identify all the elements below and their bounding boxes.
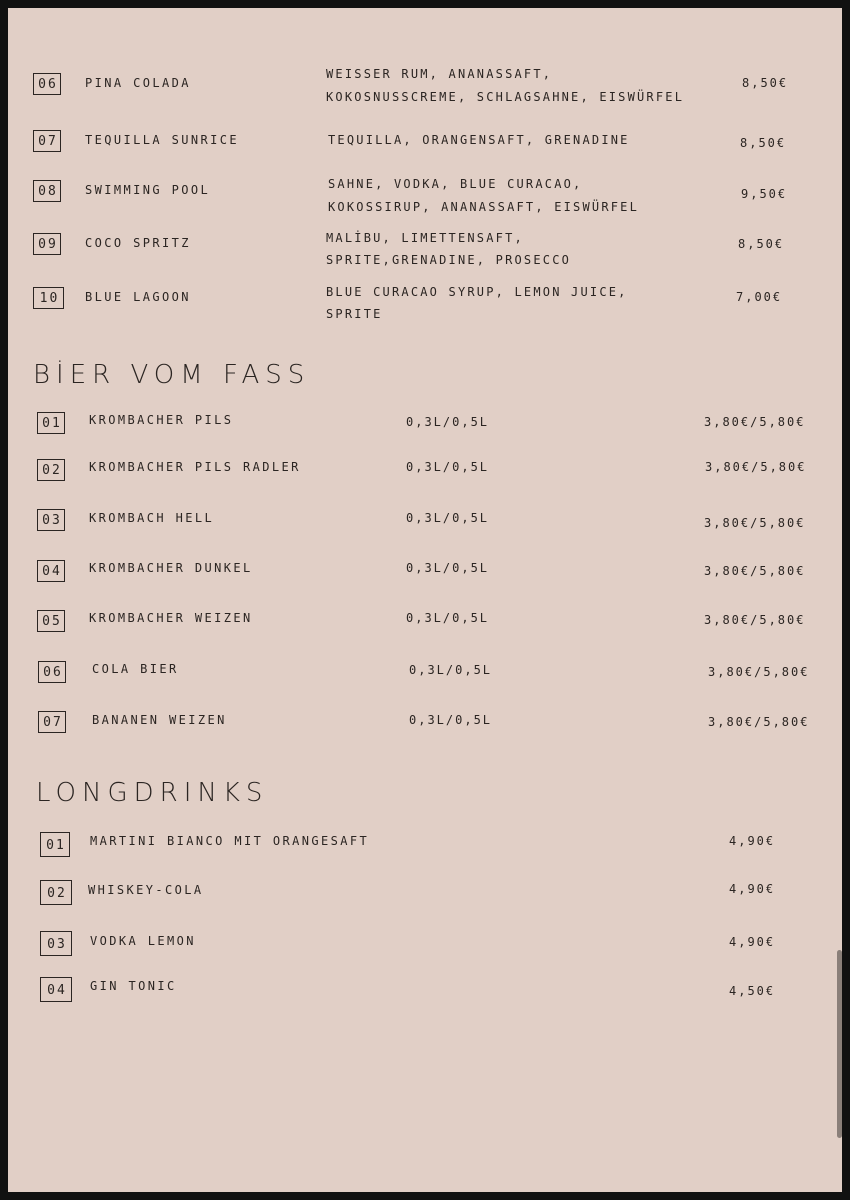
section-title-beer: BİER VOM FASS [33, 360, 311, 390]
item-name: COCO SPRITZ [85, 236, 191, 250]
item-number: 03 [40, 931, 72, 956]
item-name: COLA BIER [92, 662, 179, 676]
scrollbar[interactable] [837, 950, 842, 1138]
item-price: 4,90€ [729, 882, 776, 896]
item-name: KROMBACH HELL [89, 511, 215, 525]
item-name: KROMBACHER WEIZEN [89, 611, 253, 625]
item-description-line: MALİBU, LIMETTENSAFT, [326, 231, 524, 245]
item-price: 4,90€ [729, 935, 776, 949]
item-name: WHISKEY-COLA [88, 883, 204, 897]
item-number: 09 [33, 233, 61, 255]
item-name: VODKA LEMON [90, 934, 196, 948]
item-number: 08 [33, 180, 61, 202]
item-name: KROMBACHER PILS [89, 413, 234, 427]
item-size: 0,3L/0,5L [409, 713, 493, 727]
item-price: 4,90€ [729, 834, 776, 848]
item-price: 8,50€ [738, 237, 785, 251]
item-size: 0,3L/0,5L [406, 460, 490, 474]
item-price: 3,80€/5,80€ [704, 564, 806, 578]
item-description-line: BLUE CURACAO SYRUP, LEMON JUICE, [326, 285, 628, 299]
item-description [328, 173, 639, 218]
item-number: 02 [40, 880, 72, 905]
item-description [326, 227, 571, 271]
item-price: 3,80€/5,80€ [704, 516, 806, 530]
item-name: MARTINI BIANCO MIT ORANGESAFT [90, 834, 370, 848]
menu-page [8, 8, 842, 1192]
item-number: 04 [37, 560, 65, 582]
item-description [326, 63, 684, 108]
item-description-line: SPRITE [326, 307, 383, 321]
item-size: 0,3L/0,5L [406, 415, 490, 429]
item-name: SWIMMING POOL [85, 183, 211, 197]
item-description-line: SAHNE, VODKA, BLUE CURACAO, [328, 177, 583, 191]
item-number: 05 [37, 610, 65, 632]
item-price: 3,80€/5,80€ [705, 460, 807, 474]
item-number: 03 [37, 509, 65, 531]
item-description-line: KOKOSSIRUP, ANANASSAFT, EISWÜRFEL [328, 200, 640, 214]
item-number: 02 [37, 459, 65, 481]
item-name: KROMBACHER PILS RADLER [89, 460, 301, 474]
item-number: 06 [38, 661, 66, 683]
item-size: 0,3L/0,5L [406, 511, 490, 525]
item-description-line: SPRITE,GRENADINE, PROSECCO [326, 253, 572, 267]
item-name: PINA COLADA [85, 76, 191, 90]
item-description-line: TEQUILLA, ORANGENSAFT, GRENADINE [328, 133, 630, 147]
item-number: 01 [40, 832, 70, 857]
item-name: KROMBACHER DUNKEL [89, 561, 253, 575]
section-title-longdrinks: LONGDRINKS [36, 778, 269, 808]
item-name: BLUE LAGOON [85, 290, 191, 304]
item-price: 8,50€ [742, 76, 789, 90]
item-number: 06 [33, 73, 61, 95]
item-description-line: WEISSER RUM, ANANASSAFT, [326, 67, 553, 81]
item-number: 04 [40, 977, 72, 1002]
item-price: 3,80€/5,80€ [704, 415, 806, 429]
item-description-line: KOKOSNUSSCREME, SCHLAGSAHNE, EISWÜRFEL [326, 90, 685, 104]
item-number: 07 [38, 711, 66, 733]
item-description [328, 131, 630, 149]
item-name: TEQUILLA SUNRICE [85, 133, 239, 147]
item-size: 0,3L/0,5L [406, 561, 490, 575]
item-number: 01 [37, 412, 65, 434]
item-size: 0,3L/0,5L [406, 611, 490, 625]
item-price: 8,50€ [740, 136, 787, 150]
item-price: 3,80€/5,80€ [708, 665, 810, 679]
item-number: 07 [33, 130, 61, 152]
item-price: 7,00€ [736, 290, 783, 304]
item-price: 3,80€/5,80€ [708, 715, 810, 729]
item-price: 4,50€ [729, 984, 776, 998]
item-price: 9,50€ [741, 187, 788, 201]
item-price: 3,80€/5,80€ [704, 613, 806, 627]
item-description [326, 281, 628, 325]
item-number: 10 [33, 287, 64, 309]
item-size: 0,3L/0,5L [409, 663, 493, 677]
item-name: BANANEN WEIZEN [92, 713, 227, 727]
item-name: GIN TONIC [90, 979, 177, 993]
